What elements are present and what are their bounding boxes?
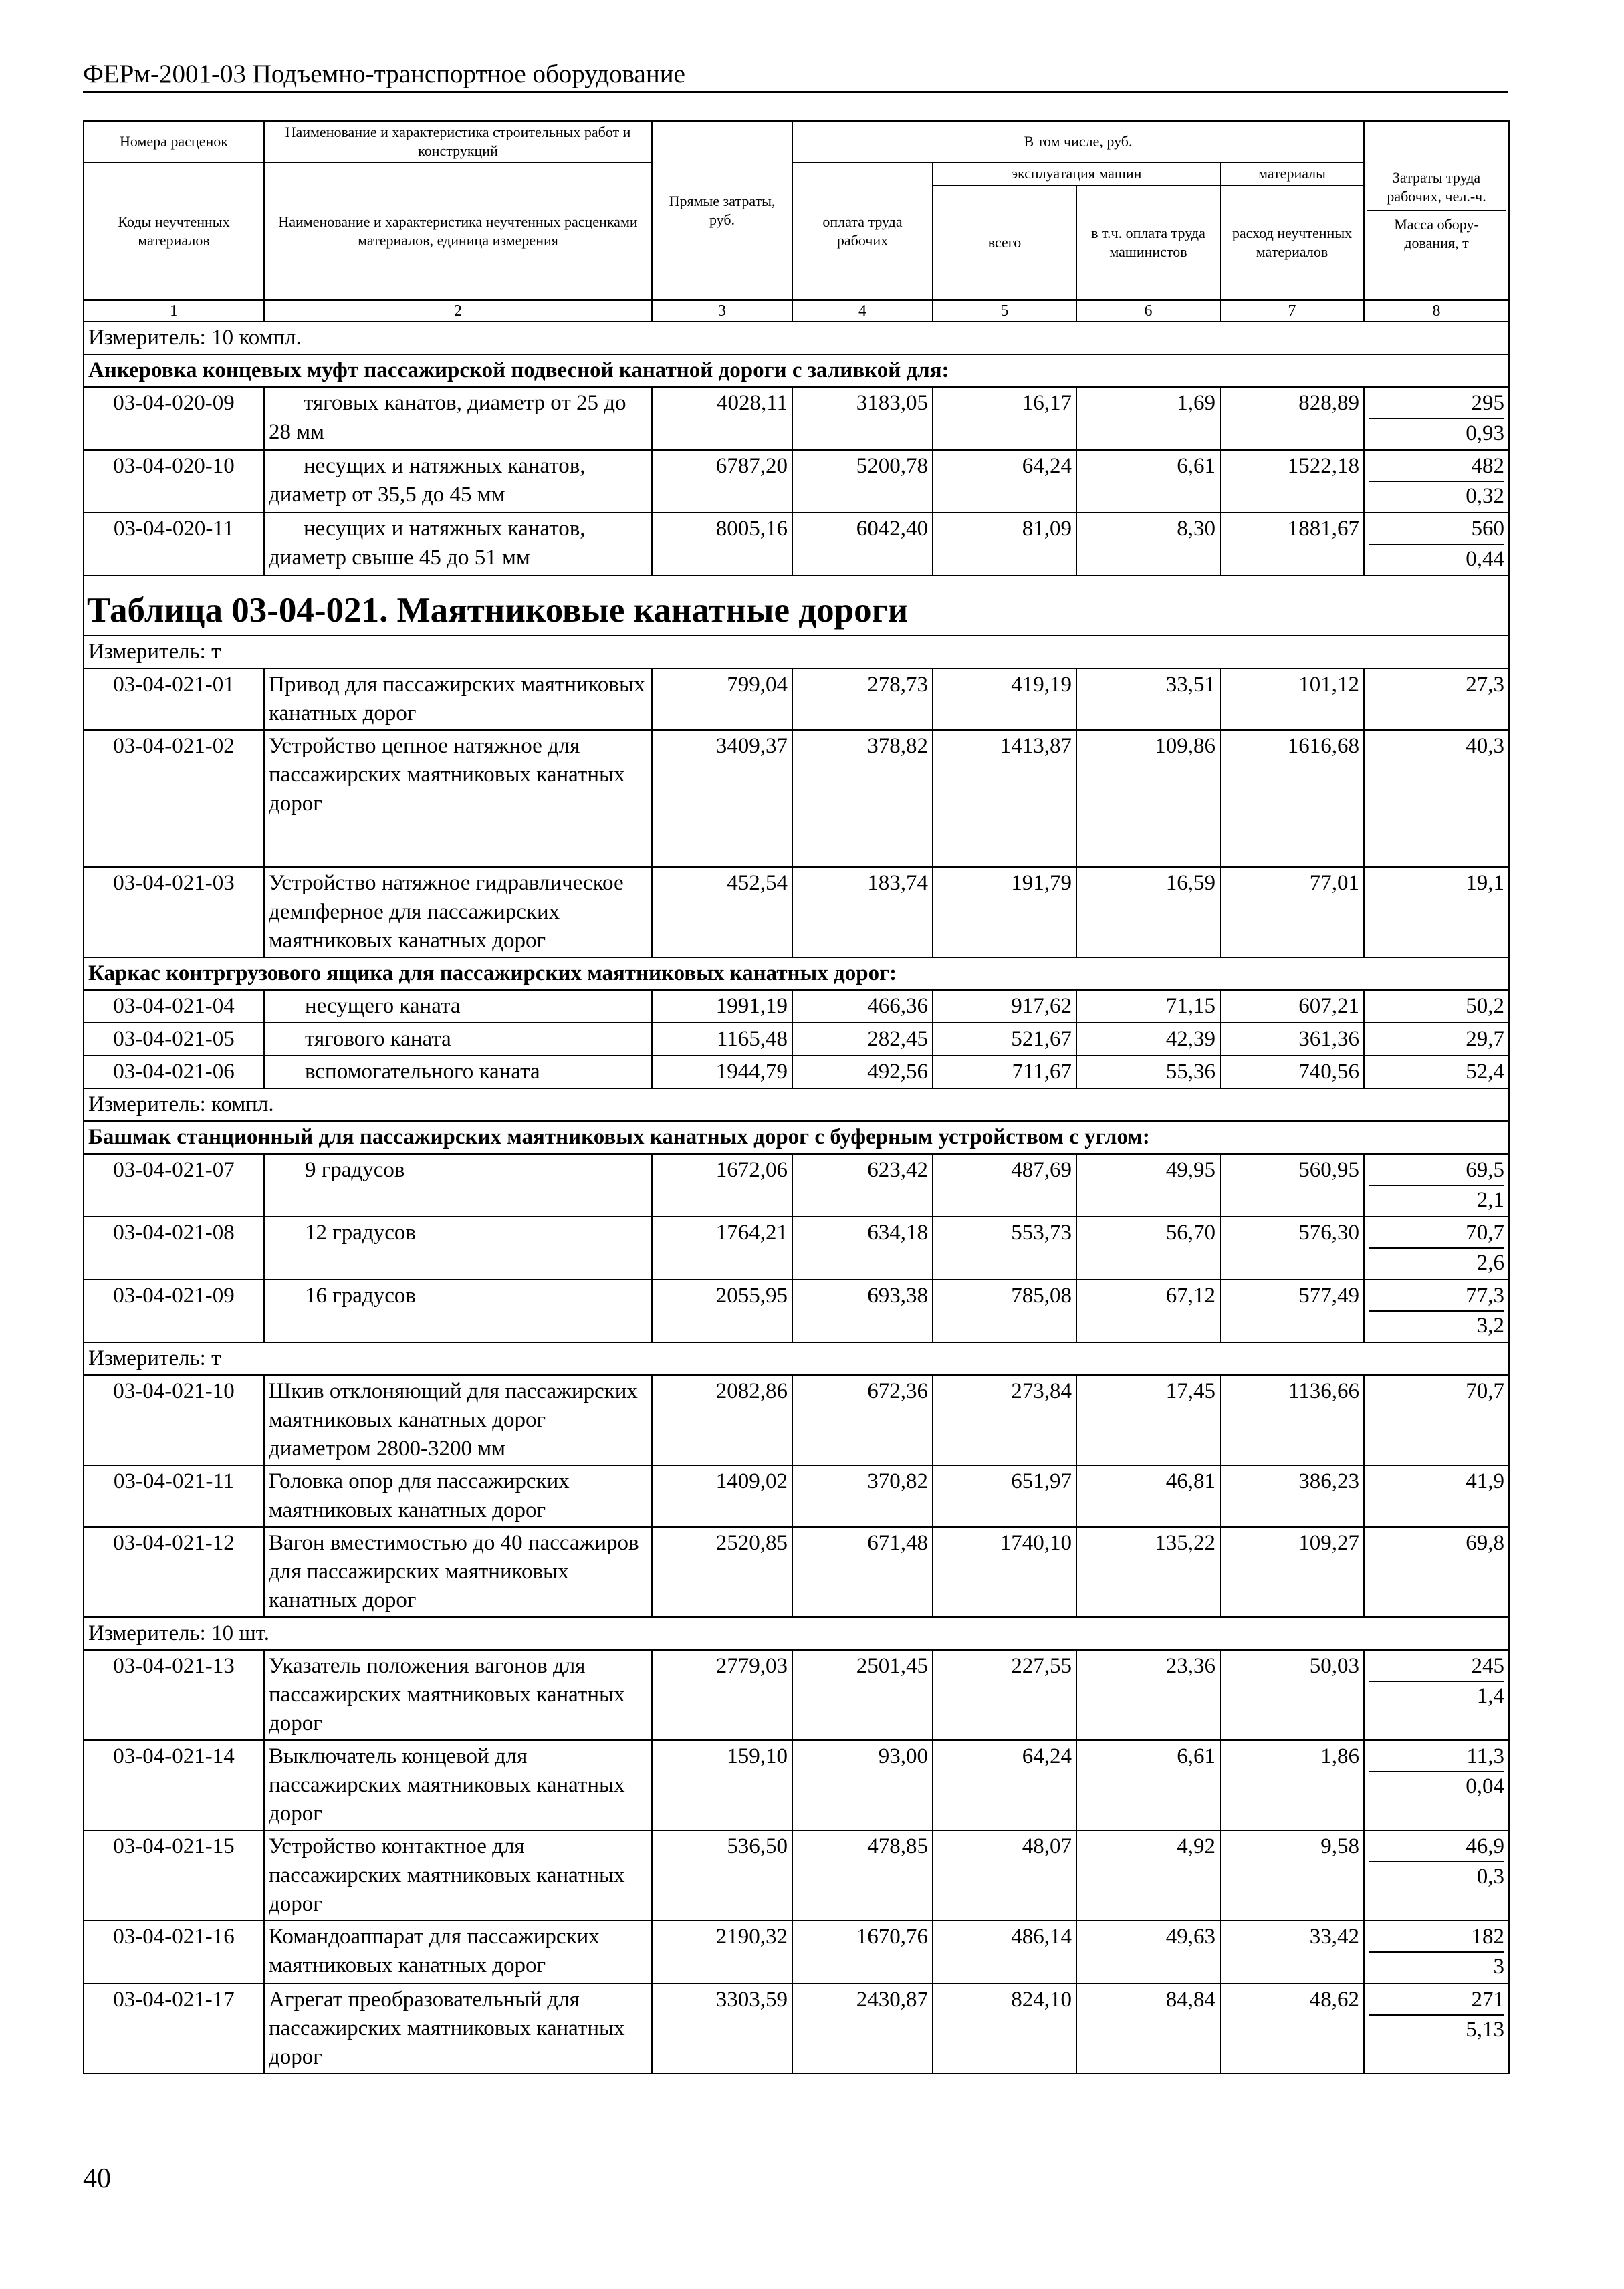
direct-costs: 2520,85 bbox=[652, 1527, 792, 1617]
direct-costs: 2190,32 bbox=[652, 1921, 792, 1983]
col-number: 6 bbox=[1076, 300, 1220, 322]
col-number: 1 bbox=[84, 300, 264, 322]
rate-code: 03-04-021-01 bbox=[84, 669, 264, 730]
labor-costs: 182 bbox=[1369, 1923, 1504, 1953]
operators-pay: 49,95 bbox=[1076, 1154, 1220, 1217]
operators-pay: 1,69 bbox=[1076, 387, 1220, 450]
direct-costs: 2779,03 bbox=[652, 1650, 792, 1740]
meter-label: Измеритель: 10 шт. bbox=[84, 1617, 1509, 1650]
labor-pay: 634,18 bbox=[792, 1217, 933, 1280]
labor-mass-cell bbox=[1364, 387, 1509, 450]
labor-costs: 482 bbox=[1369, 452, 1504, 482]
machines-total: 64,24 bbox=[933, 1740, 1076, 1830]
materials-cost: 109,27 bbox=[1220, 1527, 1364, 1617]
operators-pay: 6,61 bbox=[1076, 1740, 1220, 1830]
col-number: 4 bbox=[792, 300, 933, 322]
header-unaccounted-consumption: расход неучтенных материалов bbox=[1220, 185, 1364, 300]
direct-costs: 2055,95 bbox=[652, 1280, 792, 1342]
header-name-materials: Наименование и характеристика неучтенных расценками материалов, единица измерения bbox=[264, 162, 652, 300]
operators-pay: 56,70 bbox=[1076, 1217, 1220, 1280]
materials-cost: 101,12 bbox=[1220, 669, 1364, 730]
materials-cost: 740,56 bbox=[1220, 1056, 1364, 1088]
table-row bbox=[84, 990, 1509, 1023]
direct-costs: 159,10 bbox=[652, 1740, 792, 1830]
direct-costs: 1991,19 bbox=[652, 990, 792, 1023]
machines-total: 1740,10 bbox=[933, 1527, 1076, 1617]
meter-label: Измеритель: компл. bbox=[84, 1088, 1509, 1121]
rate-name: несущего каната bbox=[264, 990, 652, 1023]
section-title-anchoring: Анкеровка концевых муфт пассажирской подвесной канатной дороги с заливкой для: bbox=[84, 354, 1509, 387]
direct-costs: 1764,21 bbox=[652, 1217, 792, 1280]
labor-mass-cell bbox=[1364, 1154, 1509, 1217]
direct-costs: 452,54 bbox=[652, 867, 792, 957]
labor-costs: 70,7 bbox=[1369, 1219, 1504, 1249]
operators-pay: 17,45 bbox=[1076, 1375, 1220, 1465]
table-row bbox=[84, 1983, 1509, 2074]
machines-total: 711,67 bbox=[933, 1056, 1076, 1088]
machines-total: 64,24 bbox=[933, 450, 1076, 513]
labor-pay: 370,82 bbox=[792, 1465, 933, 1527]
direct-costs: 6787,20 bbox=[652, 450, 792, 513]
rate-code: 03-04-020-11 bbox=[84, 513, 264, 576]
rate-name: Устройство натяжное гидравлическое демпферное для пассажирских маятниковых канатных дорог bbox=[264, 867, 652, 957]
table-row bbox=[84, 669, 1509, 730]
direct-costs: 1672,06 bbox=[652, 1154, 792, 1217]
rate-code: 03-04-021-05 bbox=[84, 1023, 264, 1056]
col-number: 3 bbox=[652, 300, 792, 322]
labor-mass-cell bbox=[1364, 513, 1509, 576]
equipment-mass: 0,93 bbox=[1466, 421, 1505, 445]
equipment-mass: 2,1 bbox=[1476, 1188, 1505, 1212]
rate-code: 03-04-021-12 bbox=[84, 1527, 264, 1617]
machines-total: 824,10 bbox=[933, 1983, 1076, 2074]
equipment-mass: 2,6 bbox=[1476, 1251, 1505, 1275]
materials-cost: 1136,66 bbox=[1220, 1375, 1364, 1465]
labor-mass-cell bbox=[1364, 1650, 1509, 1740]
rate-name: тяговых канатов, диаметр от 25 до 28 мм bbox=[264, 387, 652, 450]
rate-code: 03-04-021-08 bbox=[84, 1217, 264, 1280]
operators-pay: 16,59 bbox=[1076, 867, 1220, 957]
direct-costs: 1409,02 bbox=[652, 1465, 792, 1527]
labor-mass-cell bbox=[1364, 450, 1509, 513]
rate-name: Привод для пассажирских маятниковых канатных дорог bbox=[264, 669, 652, 730]
machines-total: 48,07 bbox=[933, 1830, 1076, 1921]
page-title: ФЕРм-2001-03 Подъемно-транспортное оборудование bbox=[83, 59, 685, 88]
rate-code: 03-04-021-04 bbox=[84, 990, 264, 1023]
labor-mass-cell bbox=[1364, 1217, 1509, 1280]
rate-name: Шкив отклоняющий для пассажирских маятниковых канатных дорог диаметром 2800-3200 мм bbox=[264, 1375, 652, 1465]
labor-pay: 183,74 bbox=[792, 867, 933, 957]
page-number: 40 bbox=[83, 2163, 111, 2194]
labor-costs: 46,9 bbox=[1369, 1832, 1504, 1862]
materials-cost: 361,36 bbox=[1220, 1023, 1364, 1056]
materials-cost: 50,03 bbox=[1220, 1650, 1364, 1740]
machines-total: 419,19 bbox=[933, 669, 1076, 730]
labor-costs: 70,7 bbox=[1364, 1375, 1509, 1465]
header-labor-pay: оплата труда рабочих bbox=[792, 162, 933, 300]
meter-row bbox=[84, 1342, 1509, 1375]
table-row bbox=[84, 1921, 1509, 1983]
table-row bbox=[84, 513, 1509, 576]
materials-cost: 9,58 bbox=[1220, 1830, 1364, 1921]
direct-costs: 3303,59 bbox=[652, 1983, 792, 2074]
machines-total: 16,17 bbox=[933, 387, 1076, 450]
operators-pay: 4,92 bbox=[1076, 1830, 1220, 1921]
table-row bbox=[84, 1375, 1509, 1465]
labor-pay: 2430,87 bbox=[792, 1983, 933, 2074]
materials-cost: 1616,68 bbox=[1220, 730, 1364, 867]
table-row bbox=[84, 1830, 1509, 1921]
table-row bbox=[84, 867, 1509, 957]
rate-code: 03-04-021-07 bbox=[84, 1154, 264, 1217]
materials-cost: 577,49 bbox=[1220, 1280, 1364, 1342]
equipment-mass: 3 bbox=[1493, 1955, 1505, 1979]
rates-table bbox=[83, 120, 1510, 2074]
section-title-frame: Каркас контргрузового ящика для пассажирских маятниковых канатных дорог: bbox=[84, 957, 1509, 990]
rate-name: 12 градусов bbox=[264, 1217, 652, 1280]
rate-code: 03-04-021-13 bbox=[84, 1650, 264, 1740]
table-row bbox=[84, 1527, 1509, 1617]
labor-costs: 560 bbox=[1369, 515, 1504, 545]
rate-code: 03-04-021-06 bbox=[84, 1056, 264, 1088]
table-row bbox=[84, 1650, 1509, 1740]
labor-costs: 40,3 bbox=[1364, 730, 1509, 867]
labor-pay: 278,73 bbox=[792, 669, 933, 730]
header-codes-unaccounted: Коды неучтенных материалов bbox=[84, 162, 264, 300]
table-row bbox=[84, 387, 1509, 450]
machines-total: 1413,87 bbox=[933, 730, 1076, 867]
rate-name: несущих и натяжных канатов, диаметр от 35,5 до 45 мм bbox=[264, 450, 652, 513]
rate-code: 03-04-020-09 bbox=[84, 387, 264, 450]
materials-cost: 386,23 bbox=[1220, 1465, 1364, 1527]
operators-pay: 49,63 bbox=[1076, 1921, 1220, 1983]
operators-pay: 55,36 bbox=[1076, 1056, 1220, 1088]
direct-costs: 4028,11 bbox=[652, 387, 792, 450]
labor-pay: 282,45 bbox=[792, 1023, 933, 1056]
labor-pay: 93,00 bbox=[792, 1740, 933, 1830]
table-row bbox=[84, 1465, 1509, 1527]
labor-pay: 2501,45 bbox=[792, 1650, 933, 1740]
rate-code: 03-04-021-09 bbox=[84, 1280, 264, 1342]
header-total: всего bbox=[933, 185, 1076, 300]
table-row bbox=[84, 450, 1509, 513]
operators-pay: 33,51 bbox=[1076, 669, 1220, 730]
labor-costs: 19,1 bbox=[1364, 867, 1509, 957]
machines-total: 917,62 bbox=[933, 990, 1076, 1023]
materials-cost: 33,42 bbox=[1220, 1921, 1364, 1983]
labor-mass-cell bbox=[1364, 1921, 1509, 1983]
direct-costs: 2082,86 bbox=[652, 1375, 792, 1465]
machines-total: 486,14 bbox=[933, 1921, 1076, 1983]
direct-costs: 1165,48 bbox=[652, 1023, 792, 1056]
operators-pay: 71,15 bbox=[1076, 990, 1220, 1023]
labor-pay: 378,82 bbox=[792, 730, 933, 867]
header-row-1 bbox=[84, 121, 1509, 162]
table-row bbox=[84, 1740, 1509, 1830]
equipment-mass: 0,32 bbox=[1466, 484, 1505, 508]
section-title-shoe: Башмак станционный для пассажирских маятниковых канатных дорог с буферным устройством с углом: bbox=[84, 1121, 1509, 1154]
rate-name: Выключатель концевой для пассажирских маятниковых канатных дорог bbox=[264, 1740, 652, 1830]
materials-cost: 607,21 bbox=[1220, 990, 1364, 1023]
labor-costs: 52,4 bbox=[1364, 1056, 1509, 1088]
materials-cost: 1522,18 bbox=[1220, 450, 1364, 513]
labor-pay: 671,48 bbox=[792, 1527, 933, 1617]
labor-costs: 245 bbox=[1369, 1652, 1504, 1682]
rate-name: Командоаппарат для пассажирских маятниковых канатных дорог bbox=[264, 1921, 652, 1983]
direct-costs: 1944,79 bbox=[652, 1056, 792, 1088]
labor-costs: 11,3 bbox=[1369, 1742, 1504, 1772]
labor-pay: 492,56 bbox=[792, 1056, 933, 1088]
table-title-row bbox=[84, 576, 1509, 636]
table-row bbox=[84, 1056, 1509, 1088]
meter-label: Измеритель: т bbox=[84, 636, 1509, 669]
column-numbers-row bbox=[84, 300, 1509, 322]
direct-costs: 799,04 bbox=[652, 669, 792, 730]
rate-code: 03-04-021-11 bbox=[84, 1465, 264, 1527]
machines-total: 521,67 bbox=[933, 1023, 1076, 1056]
labor-mass-cell bbox=[1364, 1830, 1509, 1921]
table-row bbox=[84, 1217, 1509, 1280]
labor-costs: 295 bbox=[1369, 389, 1504, 419]
machines-total: 227,55 bbox=[933, 1650, 1076, 1740]
meter-row bbox=[84, 1617, 1509, 1650]
col-number: 8 bbox=[1364, 300, 1509, 322]
materials-cost: 560,95 bbox=[1220, 1154, 1364, 1217]
header-row-2 bbox=[84, 162, 1509, 185]
rate-name: тягового каната bbox=[264, 1023, 652, 1056]
labor-costs: 271 bbox=[1369, 1985, 1504, 2016]
equipment-mass: 5,13 bbox=[1466, 2018, 1505, 2042]
materials-cost: 1,86 bbox=[1220, 1740, 1364, 1830]
labor-pay: 1670,76 bbox=[792, 1921, 933, 1983]
header-equipment-mass: Масса обору-дования, т bbox=[1394, 216, 1479, 251]
labor-mass-cell bbox=[1364, 1983, 1509, 2074]
col-number: 2 bbox=[264, 300, 652, 322]
materials-cost: 1881,67 bbox=[1220, 513, 1364, 576]
direct-costs: 8005,16 bbox=[652, 513, 792, 576]
rate-name: Вагон вместимостью до 40 пассажиров для пассажирских маятниковых канатных дорог bbox=[264, 1527, 652, 1617]
meter-label: Измеритель: 10 компл. bbox=[84, 322, 1509, 354]
machines-total: 191,79 bbox=[933, 867, 1076, 957]
equipment-mass: 0,44 bbox=[1466, 547, 1505, 571]
section-title-row bbox=[84, 1121, 1509, 1154]
labor-pay: 6042,40 bbox=[792, 513, 933, 576]
machines-total: 553,73 bbox=[933, 1217, 1076, 1280]
header-incl-operators: в т.ч. оплата труда машинистов bbox=[1076, 185, 1220, 300]
operators-pay: 46,81 bbox=[1076, 1465, 1220, 1527]
equipment-mass: 0,04 bbox=[1466, 1774, 1505, 1798]
section-title-row bbox=[84, 354, 1509, 387]
labor-pay: 5200,78 bbox=[792, 450, 933, 513]
rate-name: 9 градусов bbox=[264, 1154, 652, 1217]
rate-name: Агрегат преобразовательный для пассажирских маятниковых канатных дорог bbox=[264, 1983, 652, 2074]
materials-cost: 828,89 bbox=[1220, 387, 1364, 450]
operators-pay: 8,30 bbox=[1076, 513, 1220, 576]
direct-costs: 3409,37 bbox=[652, 730, 792, 867]
meter-row bbox=[84, 322, 1509, 354]
rate-code: 03-04-021-03 bbox=[84, 867, 264, 957]
rate-name: 16 градусов bbox=[264, 1280, 652, 1342]
operators-pay: 67,12 bbox=[1076, 1280, 1220, 1342]
materials-cost: 576,30 bbox=[1220, 1217, 1364, 1280]
title-rule bbox=[83, 91, 1508, 93]
labor-costs: 27,3 bbox=[1364, 669, 1509, 730]
rate-name: Указатель положения вагонов для пассажирских маятниковых канатных дорог bbox=[264, 1650, 652, 1740]
labor-mass-cell bbox=[1364, 1280, 1509, 1342]
table-row bbox=[84, 1154, 1509, 1217]
rate-name: Устройство цепное натяжное для пассажирских маятниковых канатных дорог bbox=[264, 730, 652, 867]
header-labor-mass bbox=[1364, 121, 1509, 300]
labor-pay: 3183,05 bbox=[792, 387, 933, 450]
operators-pay: 135,22 bbox=[1076, 1527, 1220, 1617]
rate-code: 03-04-021-02 bbox=[84, 730, 264, 867]
labor-pay: 466,36 bbox=[792, 990, 933, 1023]
meter-row bbox=[84, 1088, 1509, 1121]
rate-name: Головка опор для пассажирских маятниковых канатных дорог bbox=[264, 1465, 652, 1527]
labor-pay: 672,36 bbox=[792, 1375, 933, 1465]
rate-code: 03-04-020-10 bbox=[84, 450, 264, 513]
labor-costs: 77,3 bbox=[1369, 1282, 1504, 1312]
section-title-row bbox=[84, 957, 1509, 990]
rate-name: вспомогательного каната bbox=[264, 1056, 652, 1088]
machines-total: 273,84 bbox=[933, 1375, 1076, 1465]
labor-costs: 69,5 bbox=[1369, 1156, 1504, 1186]
machines-total: 487,69 bbox=[933, 1154, 1076, 1217]
meter-row bbox=[84, 636, 1509, 669]
meter-label: Измеритель: т bbox=[84, 1342, 1509, 1375]
machines-total: 651,97 bbox=[933, 1465, 1076, 1527]
labor-pay: 623,42 bbox=[792, 1154, 933, 1217]
labor-costs: 41,9 bbox=[1364, 1465, 1509, 1527]
labor-costs: 29,7 bbox=[1364, 1023, 1509, 1056]
labor-costs: 69,8 bbox=[1364, 1527, 1509, 1617]
rate-code: 03-04-021-10 bbox=[84, 1375, 264, 1465]
table-row bbox=[84, 1023, 1509, 1056]
labor-pay: 693,38 bbox=[792, 1280, 933, 1342]
header-direct-costs: Прямые затраты, руб. bbox=[652, 121, 792, 300]
operators-pay: 109,86 bbox=[1076, 730, 1220, 867]
table-row bbox=[84, 1280, 1509, 1342]
operators-pay: 84,84 bbox=[1076, 1983, 1220, 2074]
header-including: В том числе, руб. bbox=[792, 121, 1364, 162]
operators-pay: 42,39 bbox=[1076, 1023, 1220, 1056]
equipment-mass: 1,4 bbox=[1476, 1684, 1505, 1708]
machines-total: 81,09 bbox=[933, 513, 1076, 576]
operators-pay: 23,36 bbox=[1076, 1650, 1220, 1740]
machines-total: 785,08 bbox=[933, 1280, 1076, 1342]
labor-mass-cell bbox=[1364, 1740, 1509, 1830]
materials-cost: 48,62 bbox=[1220, 1983, 1364, 2074]
header-materials: материалы bbox=[1220, 162, 1364, 185]
rate-code: 03-04-021-17 bbox=[84, 1983, 264, 2074]
labor-pay: 478,85 bbox=[792, 1830, 933, 1921]
rate-name: Устройство контактное для пассажирских маятниковых канатных дорог bbox=[264, 1830, 652, 1921]
rate-code: 03-04-021-14 bbox=[84, 1740, 264, 1830]
labor-costs: 50,2 bbox=[1364, 990, 1509, 1023]
table-row bbox=[84, 730, 1509, 867]
operators-pay: 6,61 bbox=[1076, 450, 1220, 513]
header-machines: эксплуатация машин bbox=[933, 162, 1220, 185]
table-title: Таблица 03-04-021. Маятниковые канатные дороги bbox=[84, 576, 1509, 636]
rate-code: 03-04-021-16 bbox=[84, 1921, 264, 1983]
header-rate-numbers: Номера расценок bbox=[84, 121, 264, 162]
rate-name: несущих и натяжных канатов, диаметр свыше 45 до 51 мм bbox=[264, 513, 652, 576]
equipment-mass: 0,3 bbox=[1476, 1864, 1505, 1889]
header-labor-costs: Затраты труда рабочих, чел.-ч. bbox=[1387, 169, 1486, 205]
col-number: 5 bbox=[933, 300, 1076, 322]
col-number: 7 bbox=[1220, 300, 1364, 322]
rate-code: 03-04-021-15 bbox=[84, 1830, 264, 1921]
equipment-mass: 3,2 bbox=[1476, 1314, 1505, 1338]
direct-costs: 536,50 bbox=[652, 1830, 792, 1921]
header-name-works: Наименование и характеристика строительных работ и конструкций bbox=[264, 121, 652, 162]
materials-cost: 77,01 bbox=[1220, 867, 1364, 957]
